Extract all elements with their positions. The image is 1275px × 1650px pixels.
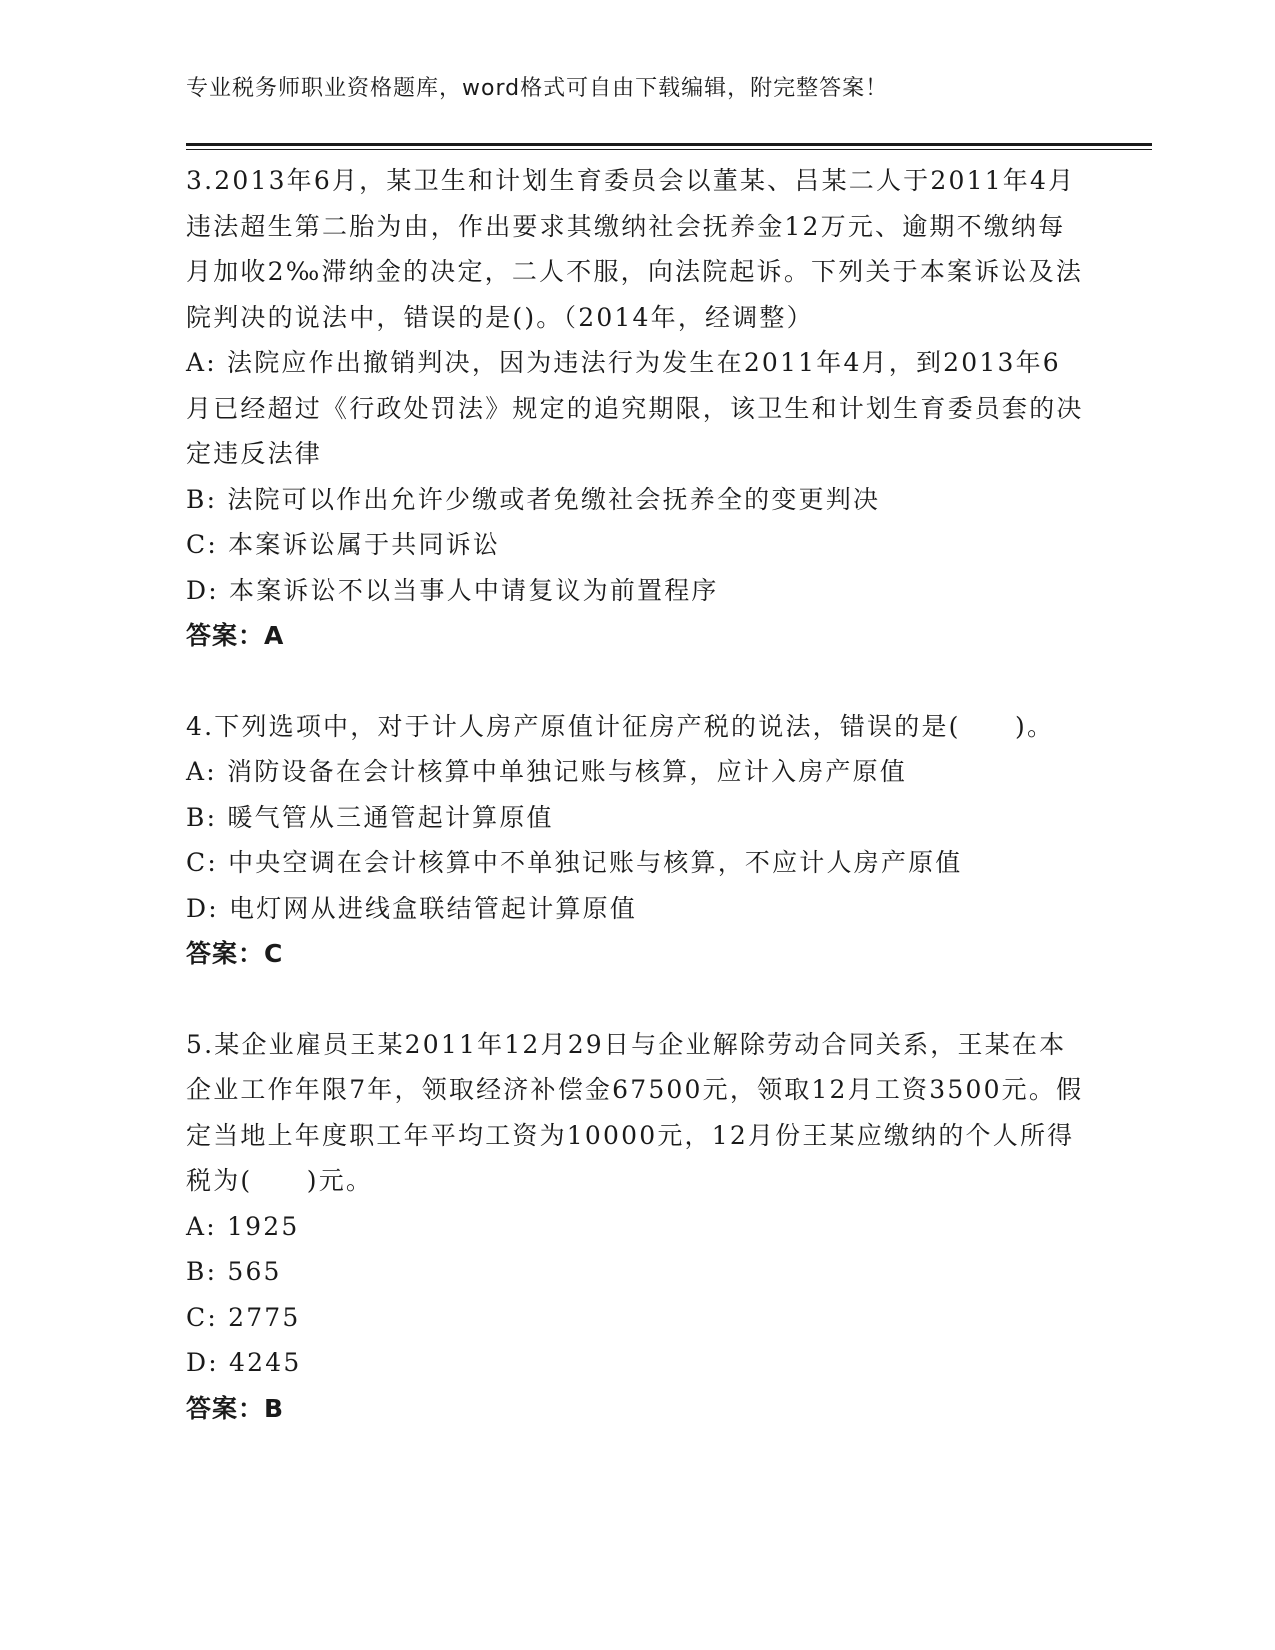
option-d: D: 4245 [186,1348,302,1377]
question-3 [186,158,1086,659]
question-stem: 4.下列选项中，对于计人房产原值计征房产税的说法，错误的是( )。 [186,711,1055,741]
option-d: D: 本案诉讼不以当事人中请复议为前置程序 [186,575,719,605]
question-stem: 3.2013年6月，某卫生和计划生育委员会以董某、吕某二人于2011年4月违法超生第二胎为由，作出要求其缴纳社会抚养金12万元、逾期不缴纳每月加收2‰滞纳金的决定，二人不服，向法院起诉。下列关于本案诉讼及法院判决的说法中，错误的是()。（2014年，经调整） [186,166,1084,332]
question-stem: 5.某企业雇员王某2011年12月29日与企业解除劳动合同关系，王某在本企业工作年限7年，领取经济补偿金67500元，领取12月工资3500元。假定当地上年度职工年平均工资为10000元，12月份王某应缴纳的个人所得税为( )元。 [186,1029,1084,1195]
question-list [186,158,1086,1431]
page-header: 专业税务师职业资格题库，word格式可自由下载编辑，附完整答案！ [186,76,889,101]
option-c: C: 本案诉讼属于共同诉讼 [186,530,501,559]
option-b: B: 法院可以作出允许少缴或者免缴社会抚养全的变更判决 [186,484,881,514]
option-a: A: 消防设备在会计核算中单独记账与核算，应计入房产原值 [186,757,908,786]
option-b: B: 565 [186,1257,282,1286]
option-c: C: 2775 [186,1302,301,1332]
option-a: A: 1925 [186,1211,300,1241]
option-a: A: 法院应作出撤销判决，因为违法行为发生在2011年4月，到2013年6月已经超过《行政处罚法》规定的追究期限，该卫生和计划生育委员套的决定违反法律 [186,348,1084,468]
option-c: C: 中央空调在会计核算中不单独记账与核算，不应计人房产原值 [186,848,963,877]
answer-line: 答案：B [186,1393,285,1423]
question-spacer [186,659,1086,704]
question-5 [186,1022,1086,1432]
answer-line: 答案：C [186,939,284,968]
header-rule-thin [186,149,1152,150]
question-4 [186,704,1086,977]
question-spacer [186,977,1086,1022]
header-rule-thick [186,143,1152,146]
answer-line: 答案：A [186,621,285,650]
option-b: B: 暖气管从三通管起计算原值 [186,802,554,832]
option-d: D: 电灯网从进线盒联结管起计算原值 [186,893,638,923]
